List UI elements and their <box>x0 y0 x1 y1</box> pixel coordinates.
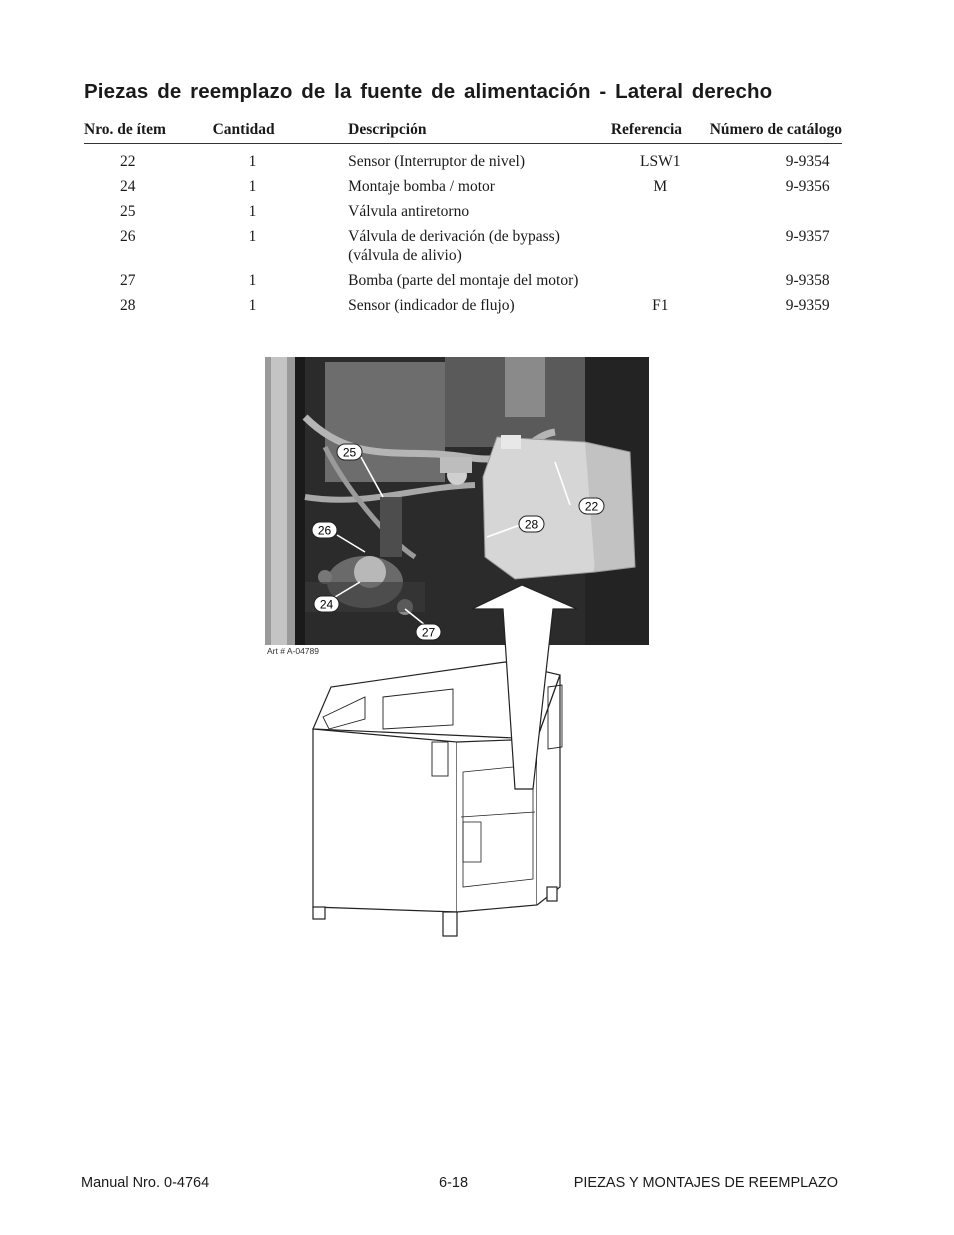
cell-ref <box>611 227 710 271</box>
cell-qty: 1 <box>248 178 257 195</box>
table-row <box>84 144 842 178</box>
cell-qty: 1 <box>248 228 257 245</box>
cell-ref: LSW1 <box>640 153 681 170</box>
desc-line-2: (válvula de alivio) <box>348 247 462 264</box>
callout-26 <box>312 522 337 538</box>
callout-22-label: 22 <box>584 499 599 514</box>
cell-ref <box>611 202 710 227</box>
cell-cat: 9-9356 <box>785 178 830 195</box>
cell-item: 26 <box>120 228 136 245</box>
cell-ref <box>611 271 710 296</box>
cell-item: 25 <box>120 203 136 220</box>
table-row <box>84 202 842 227</box>
cell-desc <box>348 271 611 296</box>
desc-line-1: Montaje bomba / motor <box>348 178 495 195</box>
parts-illustration <box>265 357 649 937</box>
header-item: Nro. de ítem <box>84 120 213 144</box>
callout-22 <box>579 498 604 514</box>
desc-line-1: Válvula de derivación (de bypass) <box>348 228 560 245</box>
cell-cat: 9-9354 <box>785 153 830 170</box>
cell-desc <box>348 144 611 178</box>
callout-28-label: 28 <box>524 517 539 532</box>
cell-ref: M <box>653 178 668 195</box>
cell-ref: F1 <box>652 297 669 314</box>
cell-desc <box>348 177 611 202</box>
callout-27 <box>416 624 441 640</box>
cell-cat <box>710 202 842 227</box>
table-row <box>84 177 842 202</box>
table-row <box>84 271 842 296</box>
footer-manual-number: Manual Nro. 0-4764 <box>81 1175 210 1191</box>
desc-line-1: Sensor (indicador de flujo) <box>348 297 515 314</box>
desc-line-1: Bomba (parte del montaje del motor) <box>348 272 579 289</box>
desc-line-1: Válvula antiretorno <box>348 203 470 220</box>
cell-desc <box>348 227 611 271</box>
callout-25-label: 25 <box>342 445 357 460</box>
header-desc: Descripción <box>348 120 611 144</box>
callout-24-label: 24 <box>319 597 334 612</box>
footer-page-number: 6-18 <box>439 1175 469 1191</box>
table-header-row <box>84 120 842 144</box>
page-title: Piezas de reemplazo de la fuente de alimentación - Lateral derecho <box>84 80 773 103</box>
cell-qty: 1 <box>248 153 257 170</box>
callout-25 <box>337 444 362 460</box>
header-ref: Referencia <box>611 120 710 144</box>
callout-28 <box>519 516 544 532</box>
header-qty: Cantidad <box>213 120 349 144</box>
table-row <box>84 296 842 321</box>
footer-section-title: PIEZAS Y MONTAJES DE REEMPLAZO <box>573 1175 838 1191</box>
parts-table <box>84 120 842 321</box>
art-number: Art # A-04789 <box>267 646 319 656</box>
cell-item: 28 <box>120 297 136 314</box>
cell-item: 27 <box>120 272 136 289</box>
cell-qty: 1 <box>248 297 257 314</box>
callout-26-label: 26 <box>317 523 332 538</box>
callout-24 <box>314 596 339 612</box>
cell-desc <box>348 296 611 321</box>
cell-item: 22 <box>120 153 136 170</box>
cell-qty: 1 <box>248 203 257 220</box>
cell-cat: 9-9357 <box>785 228 830 245</box>
table-row <box>84 227 842 271</box>
cell-cat: 9-9358 <box>785 272 830 289</box>
cell-qty: 1 <box>248 272 257 289</box>
desc-line-1: Sensor (Interruptor de nivel) <box>348 153 526 170</box>
cell-cat: 9-9359 <box>785 297 830 314</box>
cell-item: 24 <box>120 178 136 195</box>
callout-27-label: 27 <box>421 625 436 640</box>
header-cat: Número de catálogo <box>710 120 842 144</box>
cell-desc <box>348 202 611 227</box>
